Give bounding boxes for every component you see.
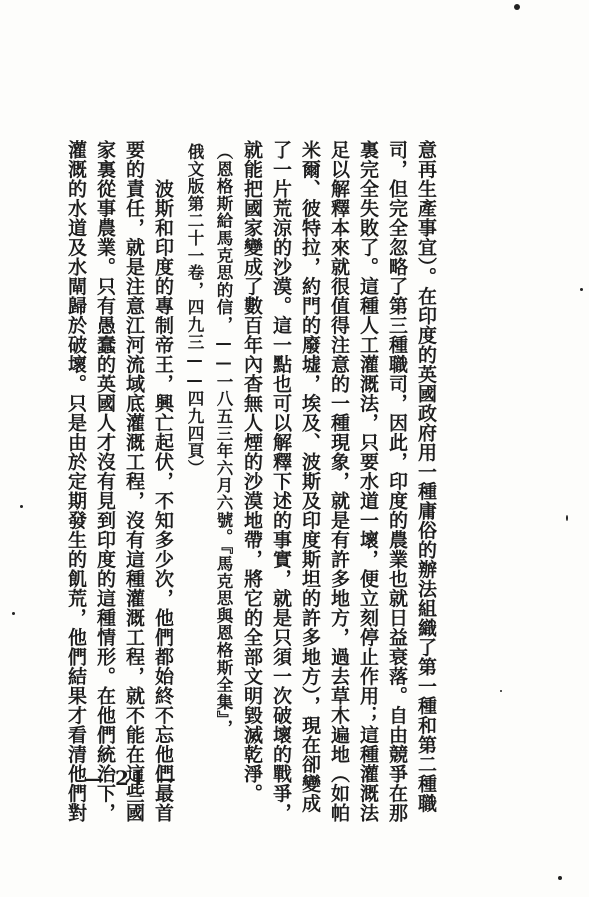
text-column-2: 家裏從事農業。只有愚蠢的英國人才沒有見到印度的這種情形。在他們統治下， (94, 140, 116, 823)
scan-speck (500, 690, 502, 692)
text-column-10: 足以解釋本來就很值得注意的一種現象，就是有許多地方，過去草木遍地（如帕 (328, 140, 350, 823)
scan-speck (12, 612, 15, 615)
text-column-11: 裏完全失敗了。這種人工灌溉法，只要水道一壞，便立刻停止作用；這種灌溉法 (357, 140, 379, 823)
text-column-3: 要的責任，就是注意江河流域底灌溉工程，沒有這種灌溉工程，就不能在這些國 (123, 140, 145, 823)
scan-speck (20, 505, 23, 508)
text-column-6: （恩格斯給馬克思的信，——一八五三年六月六號。『馬克思與恩格斯全集』， (214, 143, 233, 737)
text-column-8: 了一片荒涼的沙漠。這一點也可以解釋下述的事實，就是只須一次破壞的戰爭， (270, 140, 292, 823)
scan-speck (514, 4, 520, 10)
scan-speck (566, 515, 568, 521)
text-column-4: 波斯和印度的專制帝王，興亡起伏，不知多少次，他們都始終不忘他們最首 (152, 140, 174, 823)
text-column-1: 灌溉的水道及水閘歸於破壞。只是由於定期發生的飢荒，他們結果才看清他們對 (65, 140, 87, 823)
text-column-7: 就能把國家變成了數百年內杳無人煙的沙漠地帶，將它的全部文明毀滅乾淨。 (241, 140, 263, 803)
text-column-5: 俄文版第二十一卷，四九三——四九四頁） (185, 143, 204, 477)
text-column-9: 米爾、彼特拉，約門的廢墟，埃及、波斯及印度斯坦的許多地方），現在卻變成 (299, 140, 321, 813)
scan-speck (558, 876, 562, 880)
text-column-12: 司，但完全忽略了第三種職司，因此，印度的農業也就日益衰落。自由競爭在那 (386, 140, 408, 823)
text-column-13: 意再生產事宜）。在印度的英國政府用一種庸俗的辦法組織了第一種和第二種職 (415, 140, 437, 813)
scan-speck (580, 288, 583, 291)
page-number: — 21 — (84, 766, 178, 790)
